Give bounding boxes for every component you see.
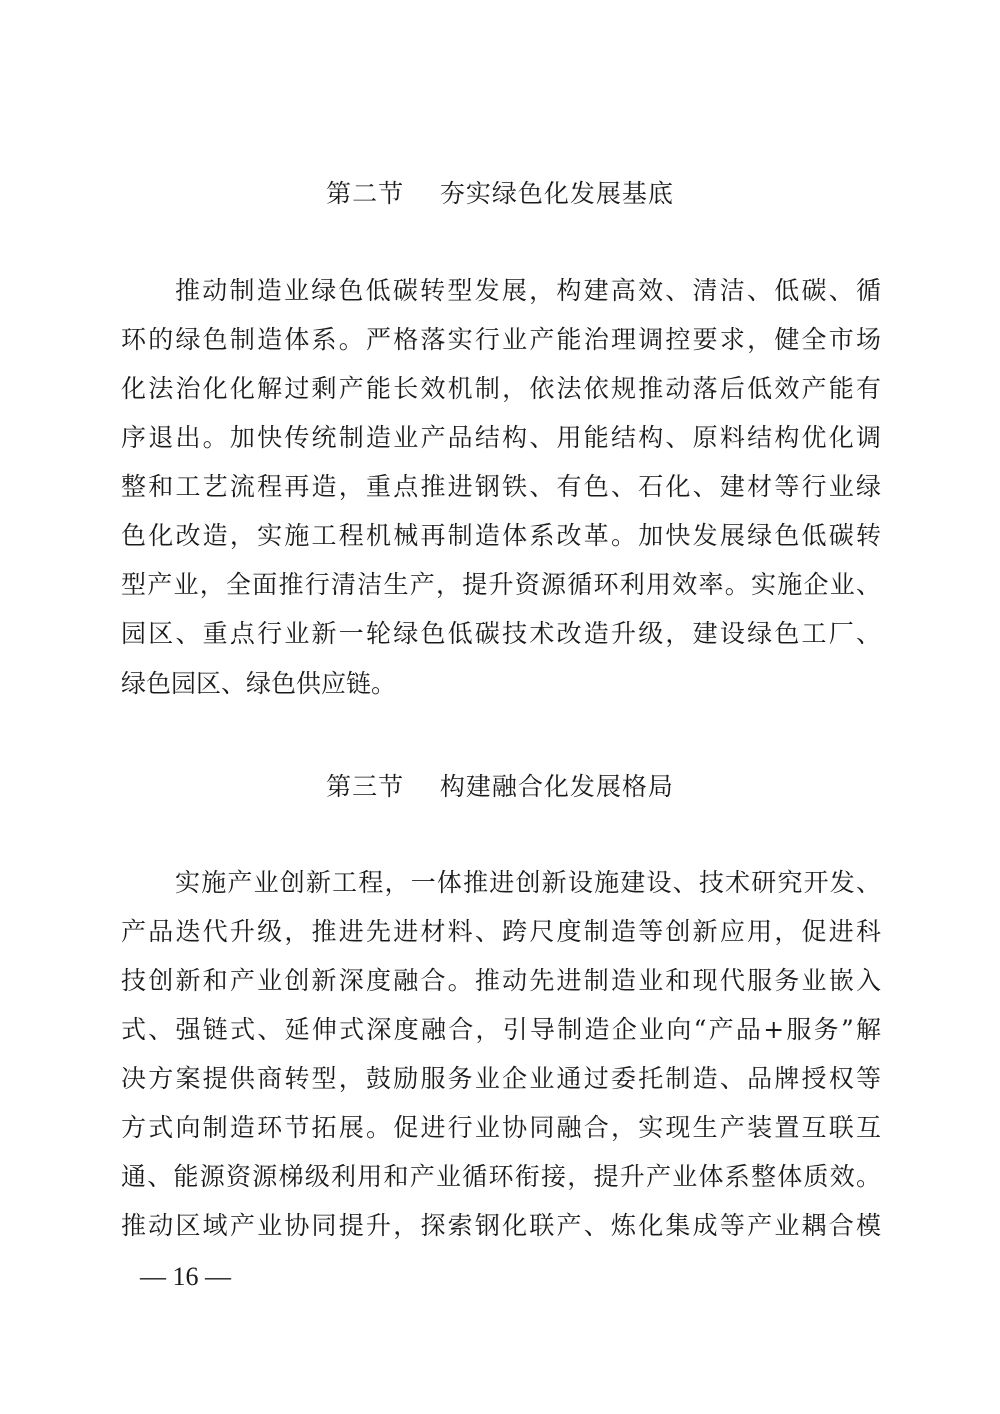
page-number: — 16 — (140, 1262, 231, 1291)
section-heading: 第三节 构建融合化发展格局 (326, 772, 674, 801)
paragraph-line: 产品迭代升级，推进先进材料、跨尺度制造等创新应用，促进科 (121, 917, 881, 946)
paragraph-line: 绿色园区、绿色供应链。 (121, 669, 397, 698)
paragraph-line: 环的绿色制造体系。严格落实行业产能治理调控要求，健全市场 (121, 325, 881, 354)
paragraph-line: 决方案提供商转型，鼓励服务业企业通过委托制造、品牌授权等 (121, 1064, 881, 1093)
paragraph-line: 色化改造，实施工程机械再制造体系改革。加快发展绿色低碳转 (121, 521, 881, 550)
paragraph-line: 园区、重点行业新一轮绿色低碳技术改造升级，建设绿色工厂、 (121, 619, 881, 648)
paragraph-line: 技创新和产业创新深度融合。推动先进制造业和现代服务业嵌入 (121, 966, 881, 995)
paragraph-line: 化法治化化解过剩产能长效机制，依法依规推动落后低效产能有 (121, 374, 881, 403)
paragraph-line: 推动区域产业协同提升，探索钢化联产、炼化集成等产业耦合模 (121, 1211, 881, 1240)
paragraph-line: 序退出。加快传统制造业产品结构、用能结构、原料结构优化调 (121, 423, 881, 452)
paragraph-line: 通、能源资源梯级利用和产业循环衔接，提升产业体系整体质效。 (121, 1162, 881, 1191)
paragraph-line: 型产业，全面推行清洁生产，提升资源循环利用效率。实施企业、 (121, 570, 881, 599)
paragraph-line: 方式向制造环节拓展。促进行业协同融合，实现生产装置互联互 (121, 1113, 881, 1142)
paragraph-line: 推动制造业绿色低碳转型发展，构建高效、清洁、低碳、循 (175, 276, 881, 305)
paragraph-line: 式、强链式、延伸式深度融合，引导制造企业向“产品+服务”解 (121, 1015, 881, 1044)
section-heading: 第二节 夯实绿色化发展基底 (326, 179, 674, 208)
paragraph-line: 整和工艺流程再造，重点推进钢铁、有色、石化、建材等行业绿 (121, 472, 881, 501)
paragraph-line: 实施产业创新工程，一体推进创新设施建设、技术研究开发、 (175, 868, 881, 897)
